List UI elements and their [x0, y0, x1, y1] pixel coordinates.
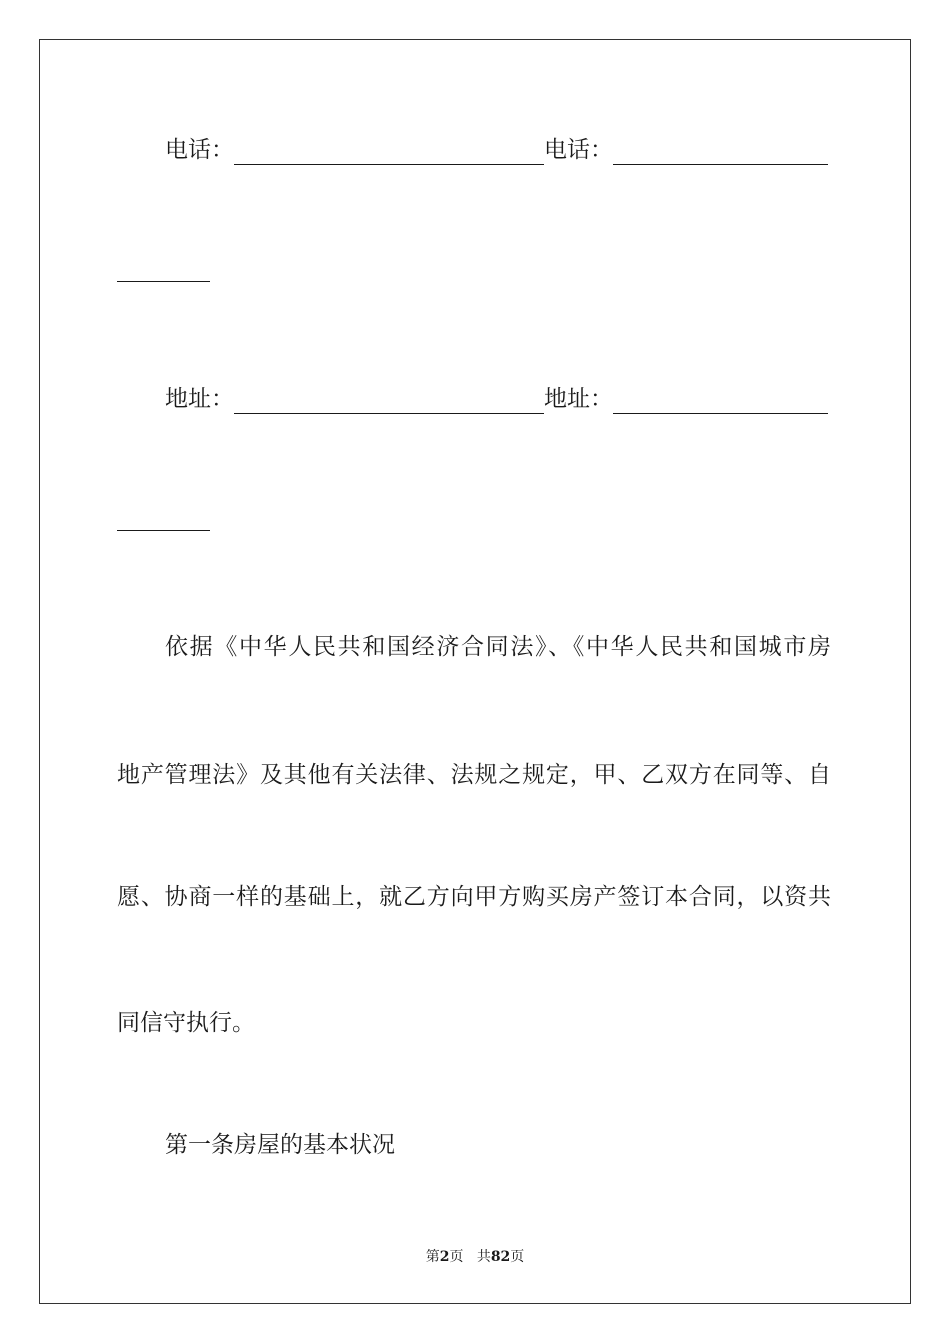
- page-prefix: 第: [425, 1249, 440, 1265]
- paragraph-line: 愿、协商一样的基础上，就乙方向甲方购买房产签订本合同，以资共: [117, 884, 831, 910]
- address-row: [165, 384, 828, 414]
- phone-label-party-b: 电话：: [544, 137, 613, 163]
- total-prefix: 共: [476, 1249, 491, 1265]
- page-suffix: 页: [449, 1249, 464, 1265]
- phone-label-party-a: 电话：: [165, 137, 234, 163]
- paragraph-line: 依据《中华人民共和国经济合同法》、《中华人民共和国城市房: [165, 634, 831, 660]
- total-pages: 82: [490, 1249, 511, 1265]
- address-label-party-a: 地址：: [165, 386, 234, 412]
- paragraph-line: 地产管理法》及其他有关法律、法规之规定，甲、乙双方在同等、自: [117, 762, 831, 788]
- address-field-party-a[interactable]: [234, 391, 544, 414]
- address-field-party-b[interactable]: [613, 391, 828, 414]
- phone-row: [165, 135, 828, 165]
- page-number: 2: [439, 1249, 450, 1265]
- address-label-party-b: 地址：: [544, 386, 613, 412]
- page-footer: [0, 1248, 950, 1266]
- total-suffix: 页: [510, 1249, 525, 1265]
- page-border: [39, 39, 911, 1304]
- section-heading: 第一条房屋的基本状况: [165, 1132, 395, 1158]
- paragraph-line: 同信守执行。: [117, 1010, 255, 1036]
- phone-field-party-a[interactable]: [234, 142, 544, 165]
- phone-field-continuation[interactable]: [117, 281, 210, 282]
- address-field-continuation[interactable]: [117, 530, 210, 531]
- phone-field-party-b[interactable]: [613, 142, 828, 165]
